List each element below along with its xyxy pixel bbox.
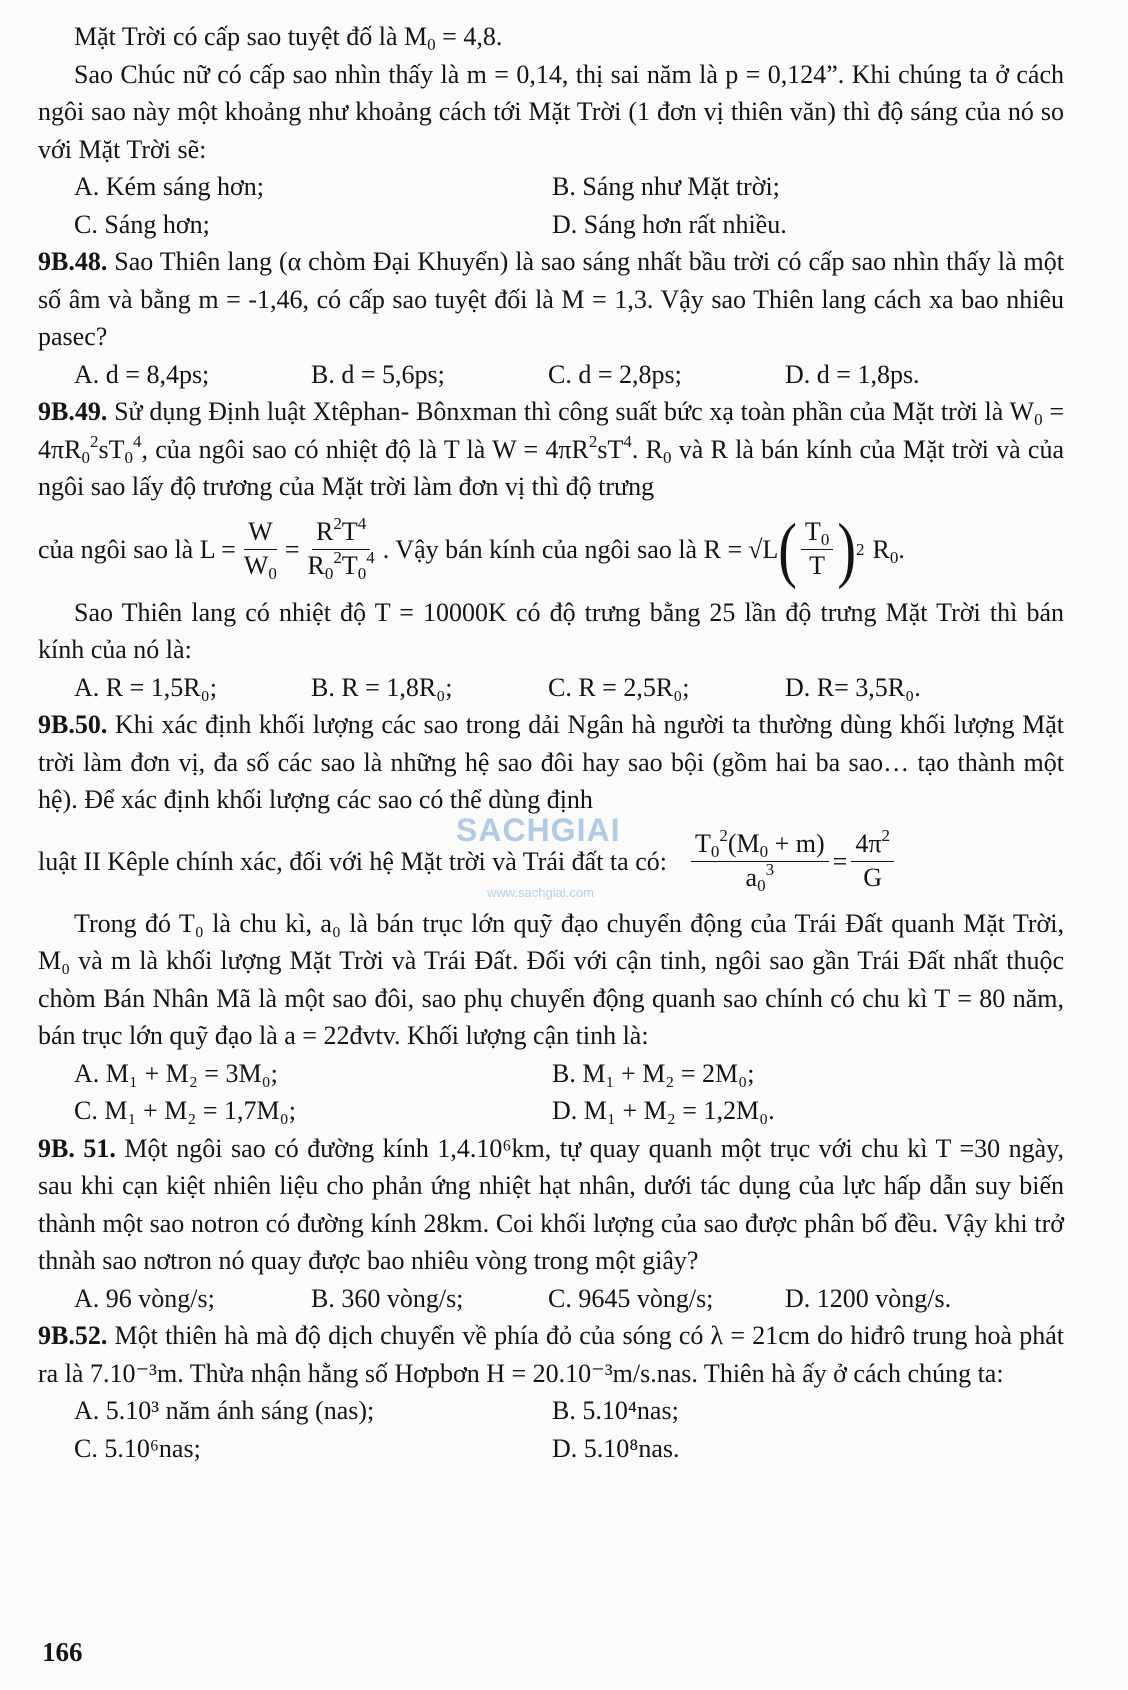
question-number: 9B.49. xyxy=(38,397,108,426)
watermark-logo: SACHGIAI xyxy=(456,812,621,848)
page-content xyxy=(38,18,1064,1467)
question-48: 9B.48. Sao Thiên lang (α chòm Đại Khuyển) là sao sáng nhất bầu trời có cấp sao nhìn thấy là một số âm và bằng m = -1,46, có cấp sao tuyệt đối là M = 1,3. Vậy sao Thiên lang cách xa bao nhiêu pasec? xyxy=(38,247,1064,351)
option-b: B. Sáng như Mặt trời; xyxy=(552,172,780,201)
page-number: 166 xyxy=(42,1637,83,1667)
intro-line: Mặt Trời có cấp sao tuyệt đố là $M_0 = 4,8$. xyxy=(74,22,503,54)
q52-options xyxy=(38,1392,1064,1467)
option-b: B. d = 5,6ps; xyxy=(311,359,445,389)
option-c: C. 5.10⁶nas; xyxy=(74,1433,201,1463)
watermark-url: www.sachgiai.com xyxy=(487,885,594,900)
question-51: 9B. 51. Một ngôi sao có đường kính 1,4.10⁶km, tự quay quanh một trục với chu kì T =30 ngày, sau khi cạn kiệt nhiên liệu cho phản ứng nhiệt hạt nhân, dưới tác dụng của lực hấp dẫn suy biến thành một sao notron có đường kính 28km. Coi khối lượng của sao được phân bố đều. Vậy khi trở thnàh sao nơtron nó quay được bao nhiêu vòng trong một giây? xyxy=(38,1133,1064,1275)
q49-paragraph: Sao Thiên lang có nhiệt độ T = 10000K có độ trưng bằng 25 lần độ trưng Mặt Trời thì bán kính của nó là: xyxy=(38,597,1064,664)
kepler-equation: luật II Kêple chính xác, đối với hệ Mặt trời và Trái đất ta có: $\frac{T_0^2(M_0 + m)}{a_0^3}$ = $\frac{4\pi^2}{G}$ xyxy=(38,819,1064,905)
option-d: D. d = 1,8ps. xyxy=(785,359,920,389)
option-c: C. R = 2,5R₀; xyxy=(548,672,690,702)
option-a: A. 5.10³ năm ánh sáng (nas); xyxy=(74,1396,375,1425)
option-a: A. M₁ + M₂ = 3M₀; xyxy=(74,1058,278,1088)
luminosity-equation: của ngôi sao là L = $\frac{W}{W_0}$ = $\frac{R^2T^4}{R_0^2T_0^4}$ . Vậy bán kính của ngôi sao là R = √L ( $\frac{T_0}{T}$ ) 2 $R_0$. xyxy=(38,509,905,590)
option-d: D. R= 3,5R₀. xyxy=(785,672,921,702)
option-a: A. 96 vòng/s; xyxy=(74,1283,215,1313)
option-c: C. d = 2,8ps; xyxy=(548,359,682,389)
option-d: D. 1200 vòng/s. xyxy=(785,1283,952,1313)
option-b: B. R = 1,8R₀; xyxy=(311,672,453,702)
option-c: C. 9645 vòng/s; xyxy=(548,1283,714,1313)
option-b: B. M₁ + M₂ = 2M₀; xyxy=(552,1058,755,1088)
question-50: 9B.50. Khi xác định khối lượng các sao trong dải Ngân hà người ta thường dùng khối lượng Mặt trời làm đơn vị, đa số các sao là những hệ sao đôi hay sao bội (gồm hai ba sao… tạo thành một hệ). Để xác định khối lượng các sao có thể dùng định xyxy=(38,710,1064,814)
option-b: B. 360 vòng/s; xyxy=(311,1283,464,1313)
option-c: C. Sáng hơn; xyxy=(74,209,210,239)
q48-options xyxy=(38,356,1064,394)
option-a: A. Kém sáng hơn; xyxy=(74,172,264,201)
option-c: C. M₁ + M₂ = 1,7M₀; xyxy=(74,1096,296,1125)
question-number: 9B. 51. xyxy=(38,1133,116,1163)
question-number: 9B.48. xyxy=(38,247,108,276)
option-a: A. d = 8,4ps; xyxy=(74,359,210,389)
question-number: 9B.50. xyxy=(38,710,108,739)
q49-options xyxy=(38,669,1064,707)
fraction: $\frac{4\pi^2}{G}$ xyxy=(851,830,894,892)
question-number: 9B.52. xyxy=(38,1321,108,1350)
fraction: $\frac{T_0^2(M_0 + m)}{a_0^3}$ xyxy=(691,830,829,892)
option-d: D. Sáng hơn rất nhiều. xyxy=(552,209,787,239)
intro-options xyxy=(38,168,1064,243)
q51-options xyxy=(38,1280,1064,1318)
fraction: $\frac{R^2T^4}{R_0^2T_0^4}$ xyxy=(307,514,375,583)
option-d: D. M₁ + M₂ = 1,2M₀. xyxy=(552,1096,775,1125)
intro-paragraph: Sao Chúc nữ có cấp sao nhìn thấy là m = 0,14, thị sai năm là p = 0,124”. Khi chúng ta ở cách ngôi sao này một khoảng như khoảng cách tới Mặt Trời (1 đơn vị thiên văn) thì độ sáng của nó so với Mặt Trời sẽ: xyxy=(38,59,1064,164)
q50-options xyxy=(38,1055,1064,1130)
option-b: B. 5.10⁴nas; xyxy=(552,1396,679,1425)
fraction: $\frac{T_0}{T}$ xyxy=(801,518,833,580)
option-d: D. 5.10⁸nas. xyxy=(552,1433,680,1463)
q50-paragraph: Trong đó T₀ là chu kì, a₀ là bán trục lớn quỹ đạo chuyển động của Trái Đất quanh Mặt Trời, M₀ và m là khối lượng Mặt Trời và Trái Đất. Đối với cận tinh, ngôi sao gần Trái Đất nhất thuộc chòm Bán Nhân Mã là một sao đôi, sao phụ chuyển động quanh sao chính có chu kì T = 80 năm, bán trục lớn quỹ đạo là a = 22đvtv. Khối lượng cận tinh là: xyxy=(38,908,1064,1050)
question-52: 9B.52. Một thiên hà mà độ dịch chuyển về phía đỏ của sóng có λ = 21cm do hiđrô trung hoà phát ra là 7.10⁻³m. Thừa nhận hằng số Hơpbơn H = 20.10⁻³m/s.nas. Thiên hà ấy ở cách chúng ta: xyxy=(38,1321,1064,1388)
question-49: 9B.49. Sử dụng Định luật Xtêphan- Bônxman thì công suất bức xạ toàn phần của Mặt trời là $W_0 = 4\pi R_0^2sT_0^4$, của ngôi sao có nhiệt độ là T là $W = 4\pi R^2sT^4$. $R_0$ và R là bán kính của Mặt trời và của ngôi sao lấy độ trương của Mặt trời làm đơn vị thì độ trưng xyxy=(38,397,1064,501)
fraction: $\frac{W}{W_0}$ xyxy=(243,517,277,583)
option-a: A. R = 1,5R₀; xyxy=(74,672,217,702)
